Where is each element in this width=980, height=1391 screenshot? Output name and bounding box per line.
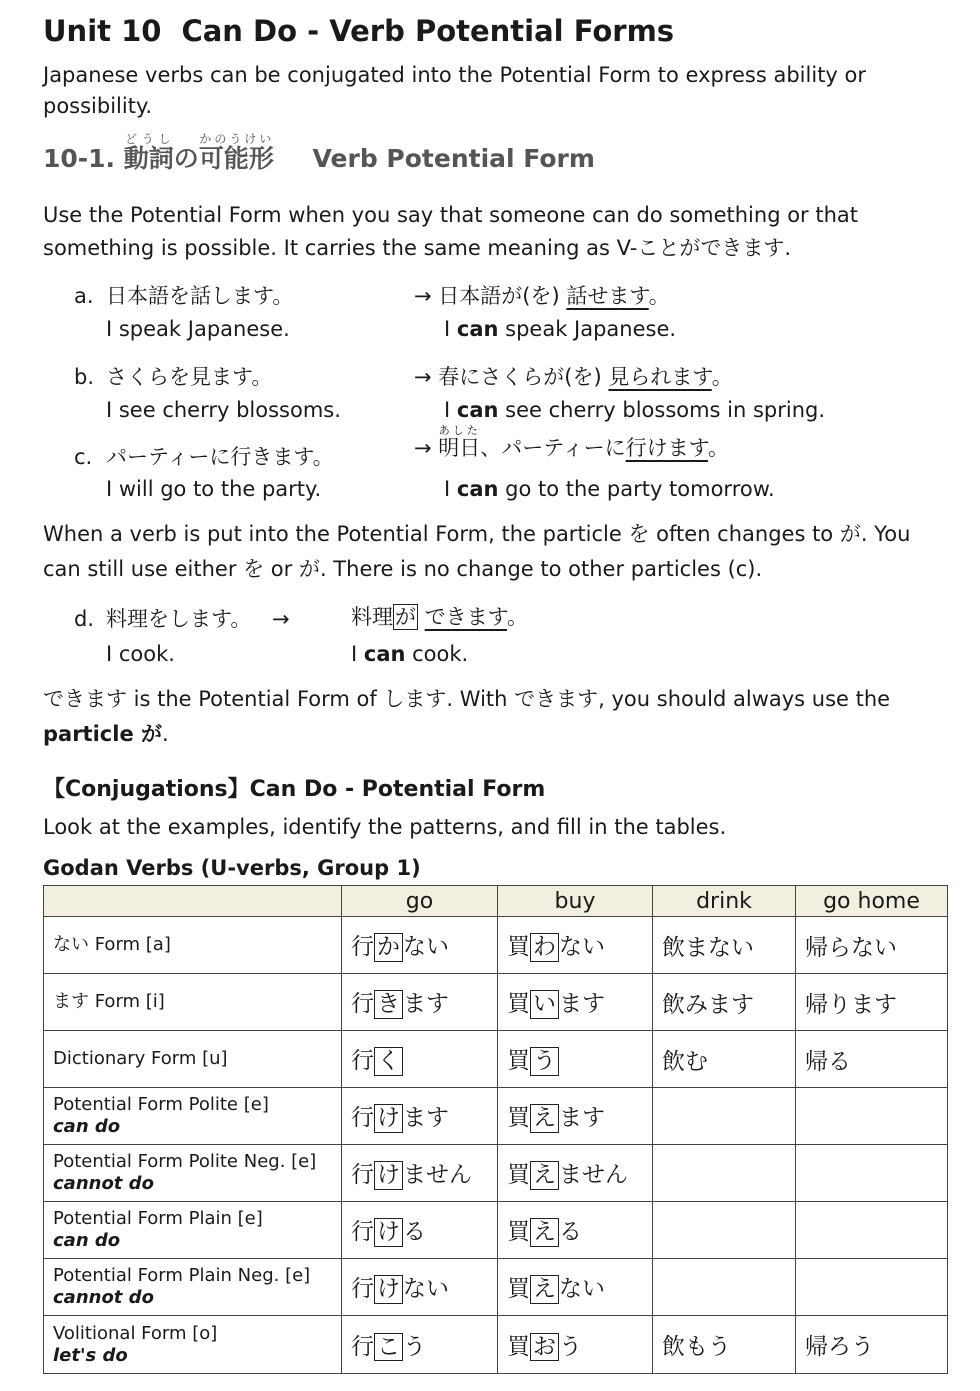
example-c-potential: → 明日あした、パーティーに行けます。 — [414, 424, 729, 460]
verb-form: 帰らない — [805, 934, 897, 961]
section-title-en: Verb Potential Form — [312, 144, 595, 173]
verb-ending: ません — [403, 1162, 472, 1189]
column-header: buy — [498, 886, 653, 917]
table-row — [44, 1145, 948, 1202]
particle-note: When a verb is put into the Potential Form, the particle を often changes to が. You can still use either を or が. There is no change to other particles (c). — [43, 522, 911, 581]
example-b-jp — [74, 361, 272, 391]
verb-stem: 行 — [351, 1162, 374, 1189]
verb-stem: 行 — [351, 1276, 374, 1303]
verb-ending: う — [559, 1333, 582, 1360]
column-header: go home — [796, 886, 948, 917]
ending-box: え — [530, 1104, 559, 1132]
example-c-jp — [74, 441, 334, 471]
verb-ending: ない — [403, 934, 449, 961]
ending-box: け — [374, 1161, 403, 1189]
row-label-text: ない Form [a] — [53, 934, 171, 955]
verb-ending: ます — [559, 991, 605, 1018]
verb-cell — [498, 1316, 653, 1374]
ending-box: け — [374, 1218, 403, 1246]
table-header-row — [44, 886, 948, 917]
verb-ending: ない — [403, 1276, 449, 1303]
example-sentence: さくらを見ます。 — [106, 365, 273, 389]
verb-cell — [796, 917, 948, 974]
verb-cell — [342, 1031, 498, 1088]
verb-ending: ます — [559, 1105, 605, 1132]
verb-cell — [796, 974, 948, 1031]
ending-box: け — [374, 1104, 403, 1132]
verb-stem: 買 — [507, 1333, 530, 1360]
example-label: b. — [74, 365, 95, 389]
verb-stem: 行 — [351, 1105, 374, 1132]
potential-verb: できます — [424, 605, 508, 629]
verb-stem: 買 — [507, 991, 530, 1018]
verb-form: 飲もう — [662, 1334, 731, 1360]
verb-stem: 行 — [351, 1219, 374, 1246]
example-label: c. — [74, 445, 93, 469]
verb-cell — [342, 974, 498, 1031]
verb-cell — [498, 917, 653, 974]
ending-box: え — [530, 1275, 559, 1303]
verb-cell — [653, 1145, 796, 1202]
verb-cell — [342, 1259, 498, 1316]
row-sublabel: can do — [53, 1116, 121, 1137]
row-label-text: Potential Form Polite [e] — [53, 1094, 269, 1115]
ending-box: こ — [374, 1333, 403, 1361]
arrow-icon: → — [272, 607, 290, 631]
verb-form: 飲みます — [662, 991, 754, 1018]
arrow-icon: → — [414, 284, 432, 308]
example-d-potential-en: I can cook. — [351, 642, 469, 666]
verb-stem: 行 — [351, 1333, 374, 1360]
row-label-text: Dictionary Form [u] — [53, 1048, 228, 1069]
ending-box: か — [374, 933, 403, 961]
verb-form: 帰ります — [805, 991, 897, 1018]
example-a-potential-en: I can speak Japanese. — [444, 317, 677, 341]
verb-cell — [342, 1145, 498, 1202]
verb-cell — [342, 917, 498, 974]
verb-form: 帰ろう — [805, 1334, 874, 1360]
example-a-jp — [74, 280, 293, 310]
verb-form: 飲む — [662, 1048, 708, 1075]
verb-stem: 買 — [507, 934, 530, 961]
verb-ending: ません — [559, 1162, 628, 1189]
verb-cell — [796, 1031, 948, 1088]
example-sentence: パーティーに行きます。 — [106, 445, 334, 469]
verb-cell — [653, 1031, 796, 1088]
row-label-text: Potential Form Polite Neg. [e] — [53, 1151, 317, 1172]
potential-verb: 話せます — [566, 284, 649, 308]
verb-ending: ます — [403, 1105, 449, 1132]
verb-ending: う — [403, 1333, 426, 1360]
row-label-text: Potential Form Plain Neg. [e] — [53, 1265, 311, 1286]
example-d-en: I cook. — [106, 642, 175, 666]
row-sublabel: can do — [53, 1230, 121, 1251]
verb-cell — [796, 1259, 948, 1316]
example-c-en: I will go to the party. — [106, 477, 322, 501]
row-label — [44, 974, 342, 1031]
row-label-text: ます Form [i] — [53, 991, 165, 1012]
verb-form: 帰る — [805, 1048, 851, 1075]
table-row — [44, 1259, 948, 1316]
example-d-jp — [74, 603, 290, 633]
verb-cell — [796, 1145, 948, 1202]
row-sublabel: cannot do — [53, 1173, 154, 1194]
verb-cell — [498, 1259, 653, 1316]
verb-stem: 買 — [507, 1162, 530, 1189]
verb-form: 飲まない — [662, 934, 754, 961]
example-b-en: I see cherry blossoms. — [106, 398, 341, 422]
unit-number: Unit 10 — [43, 14, 162, 48]
example-sentence: 料理をします。 — [106, 607, 252, 631]
row-label — [44, 917, 342, 974]
page-title — [43, 14, 674, 48]
verb-cell — [653, 1088, 796, 1145]
verb-ending: ない — [559, 1276, 605, 1303]
column-header: go — [342, 886, 498, 917]
verb-stem: 行 — [351, 1048, 374, 1075]
verb-ending: る — [559, 1219, 582, 1246]
row-label — [44, 1259, 342, 1316]
verb-stem: 行 — [351, 991, 374, 1018]
table-row — [44, 1316, 948, 1374]
ruby-ashita: 明日あした — [438, 424, 481, 460]
example-b-potential-en: I can see cherry blossoms in spring. — [444, 398, 826, 422]
verb-cell — [796, 1088, 948, 1145]
verb-cell — [796, 1316, 948, 1374]
verb-cell — [342, 1316, 498, 1374]
ruby-kanoukei: 可能形かのうけい — [198, 132, 274, 173]
conjugations-heading: 【Conjugations】Can Do - Potential Form — [43, 777, 546, 802]
ending-box: け — [374, 1275, 403, 1303]
row-label-text: Volitional Form [o] — [53, 1322, 218, 1344]
example-label: d. — [74, 607, 95, 631]
instruction-text: Look at the examples, identify the patterns, and fill in the tables. — [43, 815, 727, 839]
section-no: の — [173, 144, 199, 173]
table-title: Godan Verbs (U-verbs, Group 1) — [43, 856, 421, 880]
example-b-potential: → 春にさくらが(を) 見られます。 — [414, 365, 733, 389]
intro-text: Japanese verbs can be conjugated into the Potential Form to express ability or possibility. — [43, 63, 867, 118]
ending-box: わ — [530, 933, 559, 961]
verb-cell — [653, 917, 796, 974]
verb-cell — [653, 974, 796, 1031]
verb-ending: る — [403, 1219, 426, 1246]
ending-box: え — [530, 1161, 559, 1189]
verb-cell — [342, 1088, 498, 1145]
row-label — [44, 1316, 342, 1374]
verb-ending: ます — [403, 991, 449, 1018]
dekimasu-note: できます is the Potential Form of します. With できます, you should always use the particle が. — [43, 687, 891, 746]
verb-cell — [653, 1316, 796, 1374]
verb-cell — [498, 1088, 653, 1145]
row-label — [44, 1031, 342, 1088]
section-heading — [43, 132, 595, 175]
example-label: a. — [74, 284, 94, 308]
ending-box: お — [530, 1333, 559, 1361]
ending-box: え — [530, 1218, 559, 1246]
verb-cell — [498, 1145, 653, 1202]
verb-stem: 買 — [507, 1105, 530, 1132]
verb-table — [43, 885, 948, 1374]
row-sublabel: let's do — [53, 1344, 128, 1366]
column-header — [44, 886, 342, 917]
verb-stem: 買 — [507, 1276, 530, 1303]
table-row — [44, 1031, 948, 1088]
verb-cell — [498, 1202, 653, 1259]
row-label — [44, 1088, 342, 1145]
row-sublabel: cannot do — [53, 1287, 154, 1308]
ending-box: う — [530, 1047, 559, 1075]
verb-cell — [342, 1202, 498, 1259]
row-label — [44, 1145, 342, 1202]
ending-box: い — [530, 990, 559, 1018]
verb-cell — [498, 974, 653, 1031]
potential-verb: 見られます — [608, 365, 712, 389]
particle-box: が — [395, 605, 416, 629]
potential-verb: 行けます — [625, 436, 708, 460]
arrow-icon: → — [414, 365, 432, 389]
example-c-potential-en: I can go to the party tomorrow. — [444, 477, 775, 501]
ending-box: き — [374, 990, 403, 1018]
verb-ending: ない — [559, 934, 605, 961]
arrow-icon: → — [414, 436, 432, 460]
table-row — [44, 917, 948, 974]
verb-stem: 買 — [507, 1048, 530, 1075]
verb-stem: 買 — [507, 1219, 530, 1246]
section-number: 10-1. — [43, 144, 116, 173]
unit-title: Can Do - Verb Potential Forms — [181, 14, 675, 48]
verb-cell — [653, 1202, 796, 1259]
ruby-doushi: 動詞どうし — [123, 132, 174, 173]
ending-box: く — [374, 1047, 403, 1075]
table-row — [44, 1202, 948, 1259]
verb-cell — [498, 1031, 653, 1088]
section-description: Use the Potential Form when you say that someone can do something or that something is possible. It carries the same meaning as V-ことができます. — [43, 203, 859, 260]
table-row — [44, 1088, 948, 1145]
verb-stem: 行 — [351, 934, 374, 961]
verb-cell — [796, 1202, 948, 1259]
column-header: drink — [653, 886, 796, 917]
example-d-potential: 料理が できます。 — [351, 605, 529, 629]
example-a-potential: → 日本語が(を) 話せます。 — [414, 284, 670, 308]
row-label — [44, 1202, 342, 1259]
example-a-en: I speak Japanese. — [106, 317, 290, 341]
example-sentence: 日本語を話します。 — [106, 284, 294, 308]
table-row — [44, 974, 948, 1031]
verb-cell — [653, 1259, 796, 1316]
row-label-text: Potential Form Plain [e] — [53, 1208, 263, 1229]
